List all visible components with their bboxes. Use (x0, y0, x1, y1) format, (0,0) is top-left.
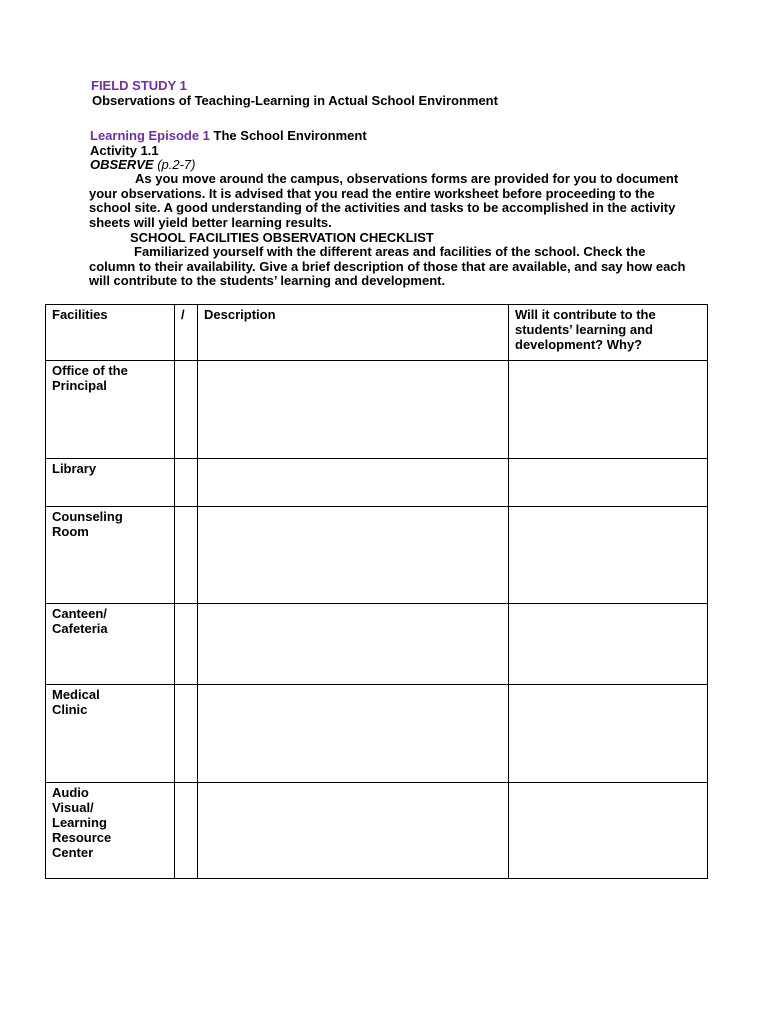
description-cell[interactable] (198, 361, 509, 459)
table-row (46, 459, 708, 507)
contribution-cell[interactable] (509, 459, 708, 507)
check-cell[interactable] (175, 783, 198, 879)
observe-pages: (p.2-7) (157, 157, 196, 172)
facility-name: Office of the Principal (46, 361, 175, 459)
description-cell[interactable] (198, 459, 509, 507)
activity-label: Activity 1.1 (90, 143, 159, 158)
table-row (46, 361, 708, 459)
check-cell[interactable] (175, 604, 198, 685)
contribution-cell[interactable] (509, 361, 708, 459)
contribution-cell[interactable] (509, 604, 708, 685)
facility-name: Audio Visual/ Learning Resource Center (46, 783, 175, 879)
table-header-row (46, 305, 708, 361)
description-cell[interactable] (198, 507, 509, 604)
header-check: / (175, 305, 198, 361)
episode-heading (90, 128, 367, 143)
facilities-checklist-table (45, 304, 708, 879)
checklist-instructions: Familiarized yourself with the different areas and facilities of the school. Check the column to their availability. Give a brief description of those that are available, and say how each will contribute to the students’ learning and development. (89, 244, 686, 289)
check-cell[interactable] (175, 507, 198, 604)
instructions-paragraph: As you move around the campus, observations forms are provided for you to document your observations. It is advised that you read the entire worksheet before proceeding to the school site. A good understanding of the activities and tasks to be accomplished in the activity sheets will yield better learning results. (89, 171, 679, 231)
facility-name: Counseling Room (46, 507, 175, 604)
episode-label: Learning Episode 1 (90, 128, 210, 143)
document-subtitle: Observations of Teaching-Learning in Actual School Environment (92, 93, 498, 108)
header-description: Description (198, 305, 509, 361)
episode-title: The School Environment (213, 128, 367, 143)
observe-heading (90, 157, 196, 172)
header-facilities: Facilities (46, 305, 175, 361)
contribution-cell[interactable] (509, 783, 708, 879)
description-cell[interactable] (198, 783, 509, 879)
table-row (46, 507, 708, 604)
description-cell[interactable] (198, 604, 509, 685)
contribution-cell[interactable] (509, 507, 708, 604)
facility-name: Medical Clinic (46, 685, 175, 783)
check-cell[interactable] (175, 685, 198, 783)
description-cell[interactable] (198, 685, 509, 783)
table-row (46, 783, 708, 879)
table-row (46, 604, 708, 685)
contribution-cell[interactable] (509, 685, 708, 783)
field-study-title: FIELD STUDY 1 (91, 78, 187, 93)
check-cell[interactable] (175, 361, 198, 459)
table-row (46, 685, 708, 783)
facility-name: Library (46, 459, 175, 507)
facility-name: Canteen/ Cafeteria (46, 604, 175, 685)
checklist-title: SCHOOL FACILITIES OBSERVATION CHECKLIST (130, 230, 434, 245)
header-contribution: Will it contribute to the students’ learning and development? Why? (509, 305, 708, 361)
check-cell[interactable] (175, 459, 198, 507)
observe-label: OBSERVE (90, 157, 154, 172)
